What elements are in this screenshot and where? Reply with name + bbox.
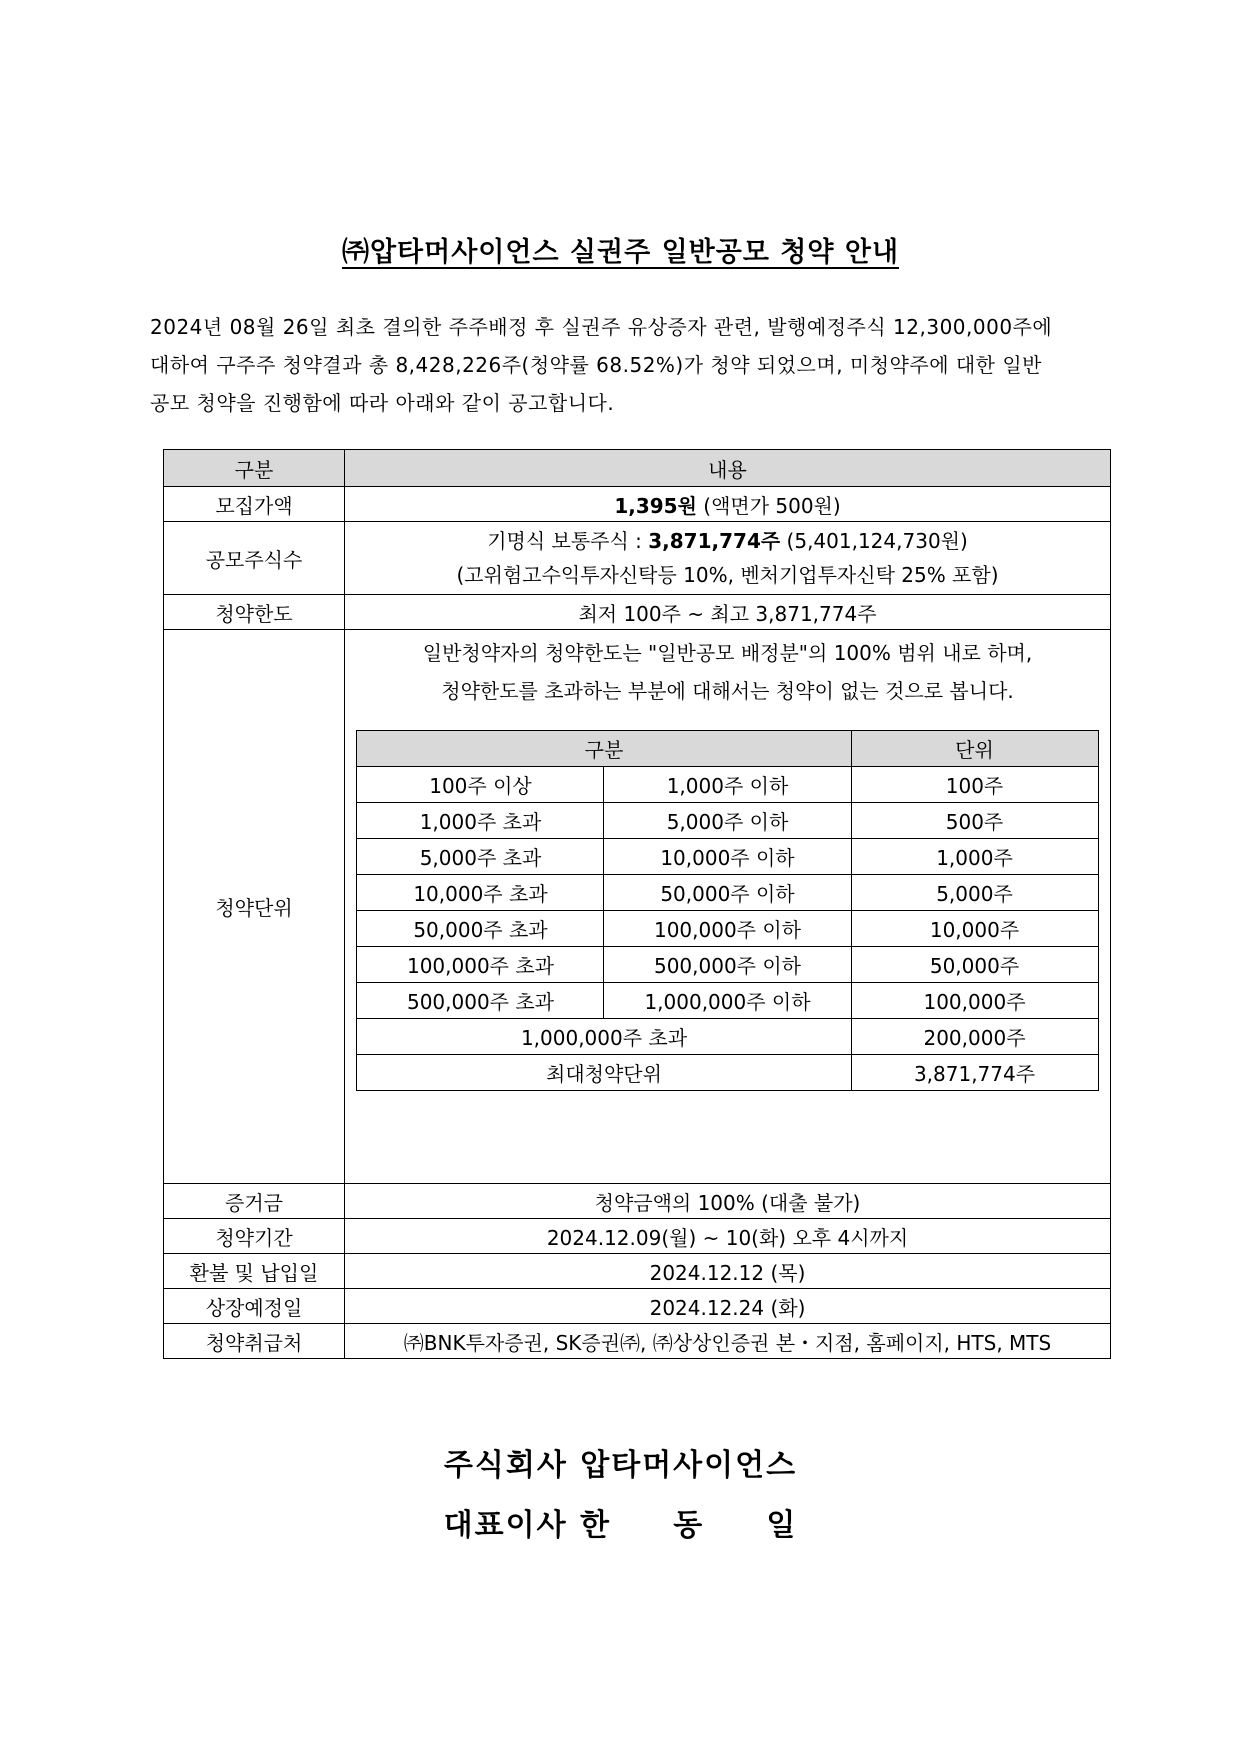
range-over: 1,000,000주 초과 — [357, 1019, 851, 1055]
sub-header-unit: 단위 — [851, 731, 1098, 767]
table-row — [357, 803, 1098, 839]
table-row — [357, 875, 1098, 911]
handlers-value: ㈜BNK투자증권, SK증권㈜, ㈜상상인증권 본・지점, 홈페이지, HTS, MTS — [345, 1324, 1111, 1359]
listing-label: 상장예정일 — [164, 1289, 345, 1324]
range-unit: 5,000주 — [851, 875, 1098, 911]
row-limit — [164, 595, 1111, 630]
max-unit-label: 최대청약단위 — [357, 1055, 851, 1091]
range-from: 100주 이상 — [357, 767, 604, 803]
table-row — [357, 947, 1098, 983]
unit-sub-table — [356, 730, 1098, 1091]
row-period — [164, 1219, 1111, 1254]
shares-note: (고위험고수익투자신탁등 10%, 벤처기업투자신탁 25% 포함) — [456, 563, 999, 587]
row-unit — [164, 630, 1111, 1184]
shares-label: 공모주식수 — [164, 522, 345, 595]
limit-value: 최저 100주 ~ 최고 3,871,774주 — [345, 595, 1111, 630]
table-row — [357, 1055, 1098, 1091]
offering-table — [163, 449, 1111, 1359]
table-row — [357, 839, 1098, 875]
refund-label: 환불 및 납입일 — [164, 1254, 345, 1289]
listing-value: 2024.12.24 (화) — [345, 1289, 1111, 1324]
range-unit: 50,000주 — [851, 947, 1098, 983]
range-unit: 100,000주 — [851, 983, 1098, 1019]
row-deposit — [164, 1184, 1111, 1219]
range-to: 500,000주 이하 — [604, 947, 851, 983]
period-label: 청약기간 — [164, 1219, 345, 1254]
price-label: 모집가액 — [164, 487, 345, 522]
row-listing — [164, 1289, 1111, 1324]
range-unit: 500주 — [851, 803, 1098, 839]
table-row — [357, 767, 1098, 803]
range-unit: 1,000주 — [851, 839, 1098, 875]
max-unit-value: 3,871,774주 — [851, 1055, 1098, 1091]
shares-count: 3,871,774주 — [648, 529, 781, 553]
range-from: 10,000주 초과 — [357, 875, 604, 911]
intro-line: 공모 청약을 진행함에 따라 아래와 같이 공고합니다. — [150, 391, 615, 415]
table-row — [357, 1019, 1098, 1055]
shares-prefix: 기명식 보통주식 : — [487, 529, 649, 553]
row-handlers — [164, 1324, 1111, 1359]
unit-content — [345, 630, 1111, 1184]
range-to: 10,000주 이하 — [604, 839, 851, 875]
intro-line: 대하여 구주주 청약결과 총 8,428,226주(청약률 68.52%)가 청약 되었으며, 미청약주에 대한 일반 — [150, 353, 1043, 377]
header-content: 내용 — [345, 450, 1111, 487]
row-price — [164, 487, 1111, 522]
unit-note-line: 일반청약자의 청약한도는 "일반공모 배정분"의 100% 범위 내로 하며, — [422, 641, 1033, 665]
table-row — [357, 983, 1098, 1019]
price-par: (액면가 500원) — [696, 493, 841, 518]
company-name: 주식회사 압타머사이언스 — [443, 1448, 798, 1483]
deposit-label: 증거금 — [164, 1184, 345, 1219]
range-unit: 10,000주 — [851, 911, 1098, 947]
range-to: 5,000주 이하 — [604, 803, 851, 839]
range-to: 50,000주 이하 — [604, 875, 851, 911]
range-from: 500,000주 초과 — [357, 983, 604, 1019]
range-from: 1,000주 초과 — [357, 803, 604, 839]
limit-label: 청약한도 — [164, 595, 345, 630]
title-text: ㈜압타머사이언스 실권주 일반공모 청약 안내 — [341, 237, 900, 268]
range-unit: 100주 — [851, 767, 1098, 803]
unit-label: 청약단위 — [164, 630, 345, 1184]
price-amount: 1,395원 — [614, 493, 697, 518]
range-from: 50,000주 초과 — [357, 911, 604, 947]
shares-value — [345, 522, 1111, 595]
handlers-label: 청약취급처 — [164, 1324, 345, 1359]
range-to: 1,000,000주 이하 — [604, 983, 851, 1019]
row-shares — [164, 522, 1111, 595]
intro-line: 2024년 08월 26일 최초 결의한 주주배정 후 실권주 유상증자 관련, 발행예정주식 12,300,000주에 — [150, 315, 1053, 339]
table-row — [357, 911, 1098, 947]
sub-header-category: 구분 — [357, 731, 851, 767]
intro-paragraph — [150, 308, 1090, 422]
period-value: 2024.12.09(월) ~ 10(화) 오후 4시까지 — [345, 1219, 1111, 1254]
range-from: 5,000주 초과 — [357, 839, 604, 875]
header-category: 구분 — [164, 450, 345, 487]
table-header-row — [164, 450, 1111, 487]
shares-amount: (5,401,124,730원) — [780, 529, 968, 553]
refund-value: 2024.12.12 (목) — [345, 1254, 1111, 1289]
unit-note-line: 청약한도를 초과하는 부분에 대해서는 청약이 없는 것으로 봅니다. — [441, 679, 1014, 703]
range-to: 100,000주 이하 — [604, 911, 851, 947]
price-value — [345, 487, 1111, 522]
sub-header-row — [357, 731, 1098, 767]
deposit-value: 청약금액의 100% (대출 불가) — [345, 1184, 1111, 1219]
row-refund — [164, 1254, 1111, 1289]
ceo-signature: 대표이사 한 동 일 — [443, 1508, 798, 1543]
range-unit: 200,000주 — [851, 1019, 1098, 1055]
document-title — [0, 230, 1241, 269]
range-from: 100,000주 초과 — [357, 947, 604, 983]
range-to: 1,000주 이하 — [604, 767, 851, 803]
